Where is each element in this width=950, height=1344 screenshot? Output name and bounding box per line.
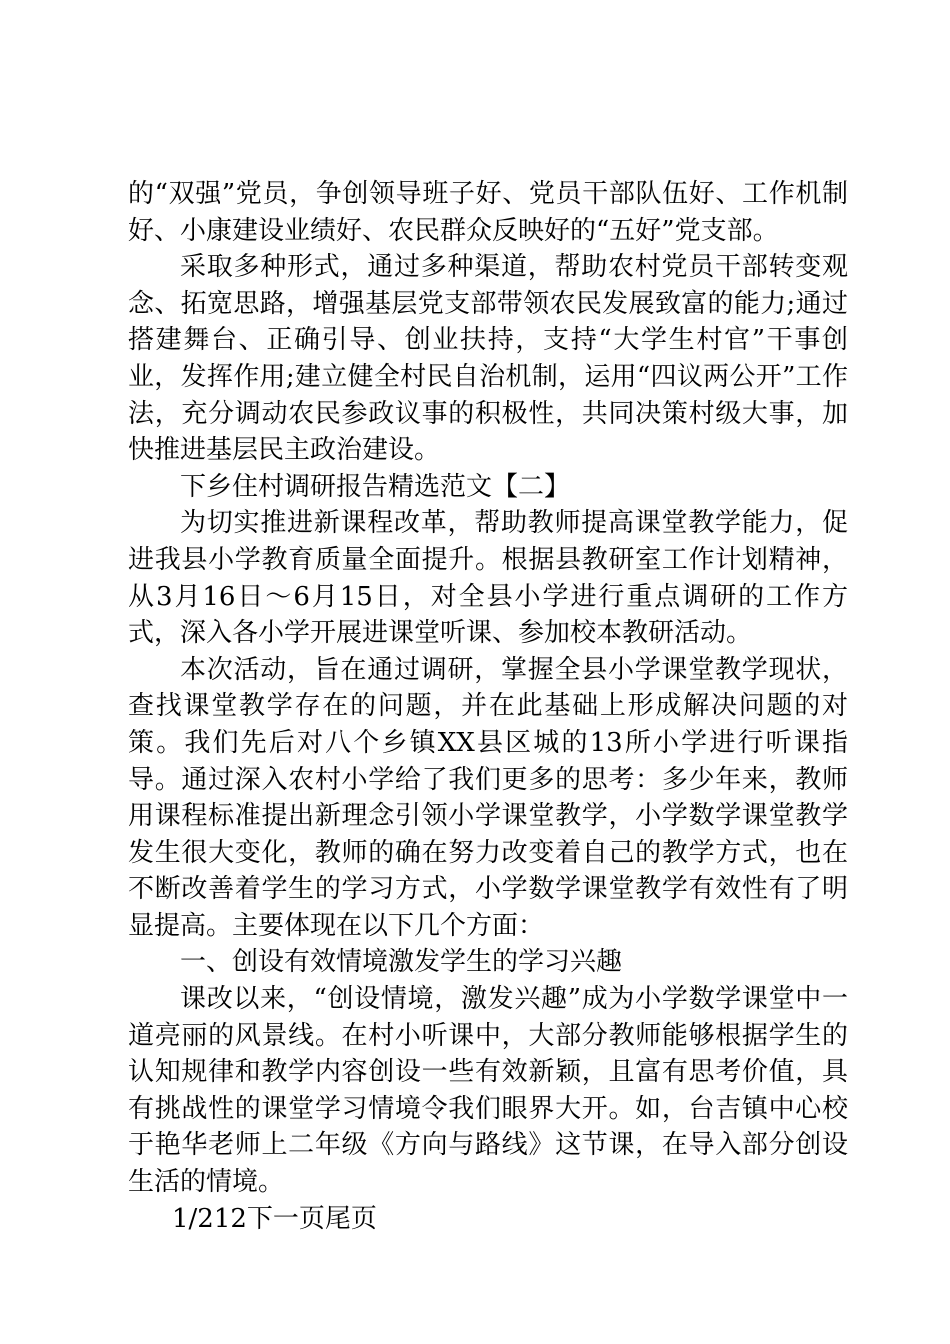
- paragraph-body: 为切实推进新课程改革，帮助教师提高课堂教学能力，促进我县小学教育质量全面提升。根据县教研室工作计划精神，从3月16日～6月15日，对全县小学进行重点调研的工作方式，深入各小学开展进课堂听课、参加校本教研活动。: [128, 508, 848, 649]
- section-heading: 一、创设有效情境激发学生的学习兴趣: [180, 947, 623, 978]
- paragraph-body: 课改以来，“创设情境，激发兴趣”成为小学数学课堂中一道亮丽的风景线。在村小听课中，大部分教师能够根据学生的认知规律和教学内容创设一些有效新颖，且富有思考价值，具有挑战性的课堂学习情境令我们眼界大开。如，台吉镇中心校于艳华老师上二年级《方向与路线》这节课，在导入部分创设生活的情境。: [128, 984, 848, 1198]
- pagination-text: 1/212下一页尾页: [172, 1203, 377, 1234]
- paragraph-continuation: 的“双强”党员，争创领导班子好、党员干部队伍好、工作机制好、小康建设业绩好、农民群众反映好的“五好”党支部。: [128, 179, 848, 246]
- section-heading: 下乡住村调研报告精选范文【二】: [180, 471, 571, 502]
- paragraph-body: 本次活动，旨在通过调研，掌握全县小学课堂教学现状，查找课堂教学存在的问题，并在此基础上形成解决问题的对策。我们先后对八个乡镇XX县区城的13所小学进行听课指导。通过深入农村小学给了我们更多的思考：多少年来，教师用课程标准提出新理念引领小学课堂教学，小学数学课堂教学发生很大变化，教师的确在努力改变着自己的教学方式，也在不断改善着学生的学习方式，小学数学课堂教学有效性有了明显提高。主要体现在以下几个方面：: [128, 654, 848, 941]
- document-body: [128, 176, 848, 1237]
- paragraph-body: 采取多种形式，通过多种渠道，帮助农村党员干部转变观念、拓宽思路，增强基层党支部带领农民发展致富的能力;通过搭建舞台、正确引导、创业扶持，支持“大学生村官”干事创业，发挥作用;建立健全村民自治机制，运用“四议两公开”工作法，充分调动农民参政议事的积极性，共同决策村级大事，加快推进基层民主政治建设。: [128, 252, 848, 466]
